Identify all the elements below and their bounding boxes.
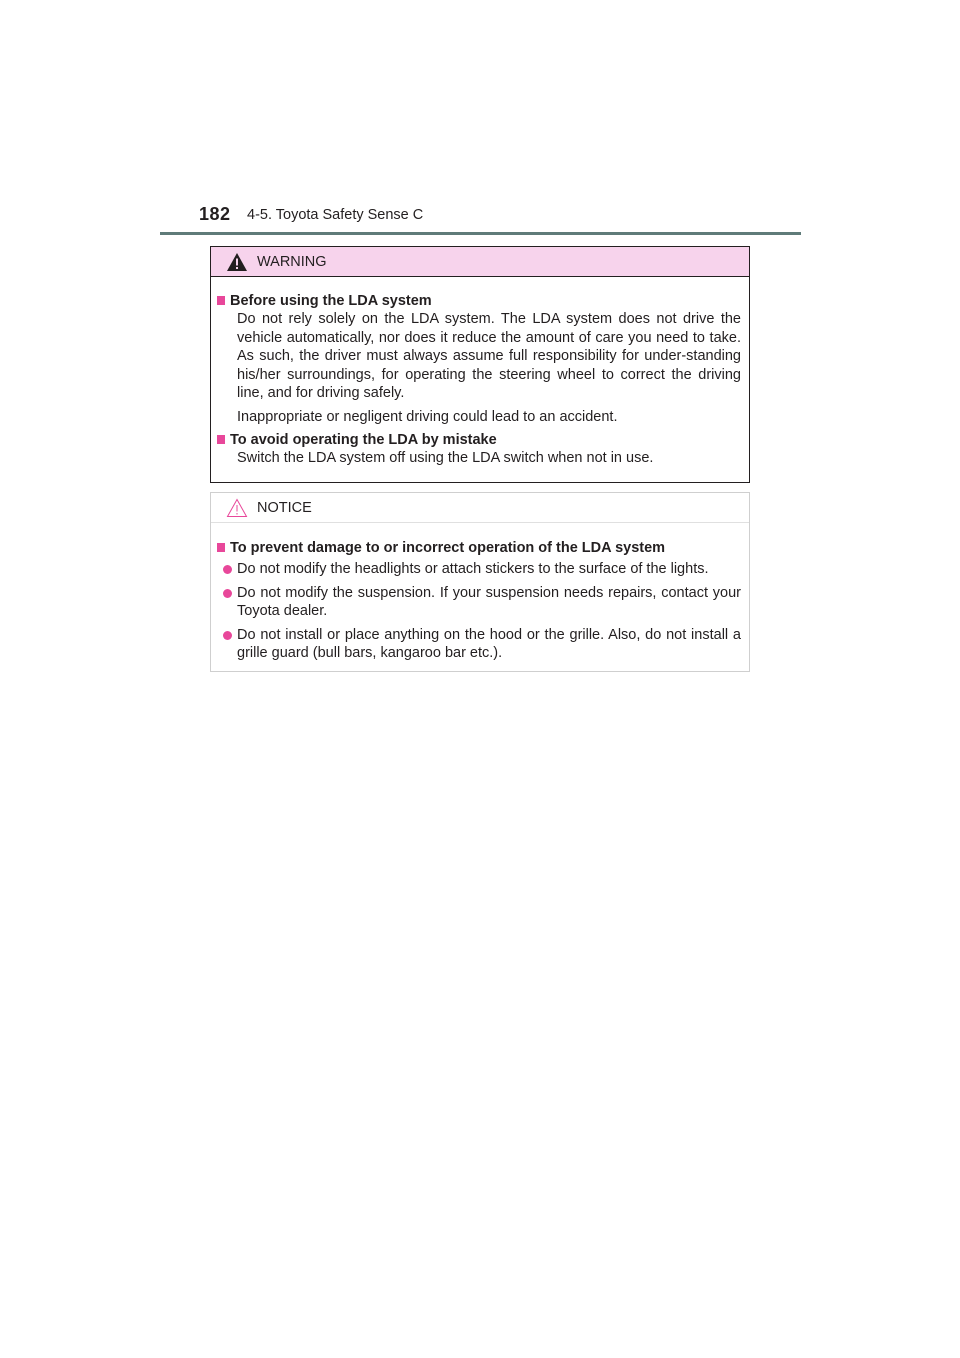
notice-box bbox=[210, 492, 750, 672]
bullet-text: Do not modify the suspension. If your suspension needs repairs, contact your Toyota dealer. bbox=[237, 584, 741, 619]
page-number: 182 bbox=[199, 204, 231, 224]
list-item bbox=[223, 626, 741, 663]
warning-box bbox=[210, 246, 750, 483]
bullet-text: Do not modify the headlights or attach stickers to the surface of the lights. bbox=[237, 561, 709, 577]
square-bullet-icon bbox=[217, 435, 225, 444]
warning-paragraph: Inappropriate or negligent driving could lead to an accident. bbox=[237, 408, 618, 425]
header-rule bbox=[160, 232, 801, 235]
heading-text: To avoid operating the LDA by mistake bbox=[230, 432, 497, 448]
bullet-text: Do not install or place anything on the hood or the grille. Also, do not install a grille guard (bull bars, kangaroo bar etc.). bbox=[237, 626, 741, 661]
square-bullet-icon bbox=[217, 543, 225, 552]
warning-heading-before-using bbox=[217, 292, 741, 310]
heading-text: To prevent damage to or incorrect operation of the LDA system bbox=[230, 540, 666, 556]
section-title: 4-5. Toyota Safety Sense C bbox=[247, 207, 424, 223]
notice-title: NOTICE bbox=[257, 499, 312, 516]
round-bullet-icon bbox=[223, 565, 232, 574]
notice-header bbox=[211, 493, 749, 523]
notice-heading bbox=[217, 539, 741, 557]
list-item bbox=[223, 584, 741, 621]
warning-paragraph: Do not rely solely on the LDA system. The LDA system does not drive the vehicle automatically, nor does it reduce the amount of care you need to take. As such, the driver must always assume full responsibility for under-standing his/her surroundings, for operating the steering wheel to correct the driving line, and for driving safely. bbox=[237, 311, 741, 401]
warning-triangle-icon bbox=[226, 252, 248, 272]
round-bullet-icon bbox=[223, 631, 232, 640]
warning-heading-avoid-mistake bbox=[217, 431, 741, 449]
heading-text: Before using the LDA system bbox=[230, 293, 432, 309]
warning-paragraph: Switch the LDA system off using the LDA switch when not in use. bbox=[237, 450, 654, 466]
round-bullet-icon bbox=[223, 589, 232, 598]
square-bullet-icon bbox=[217, 296, 225, 305]
warning-title: WARNING bbox=[257, 253, 327, 270]
warning-header bbox=[211, 247, 749, 277]
list-item bbox=[223, 560, 741, 579]
caution-triangle-icon bbox=[226, 498, 248, 518]
